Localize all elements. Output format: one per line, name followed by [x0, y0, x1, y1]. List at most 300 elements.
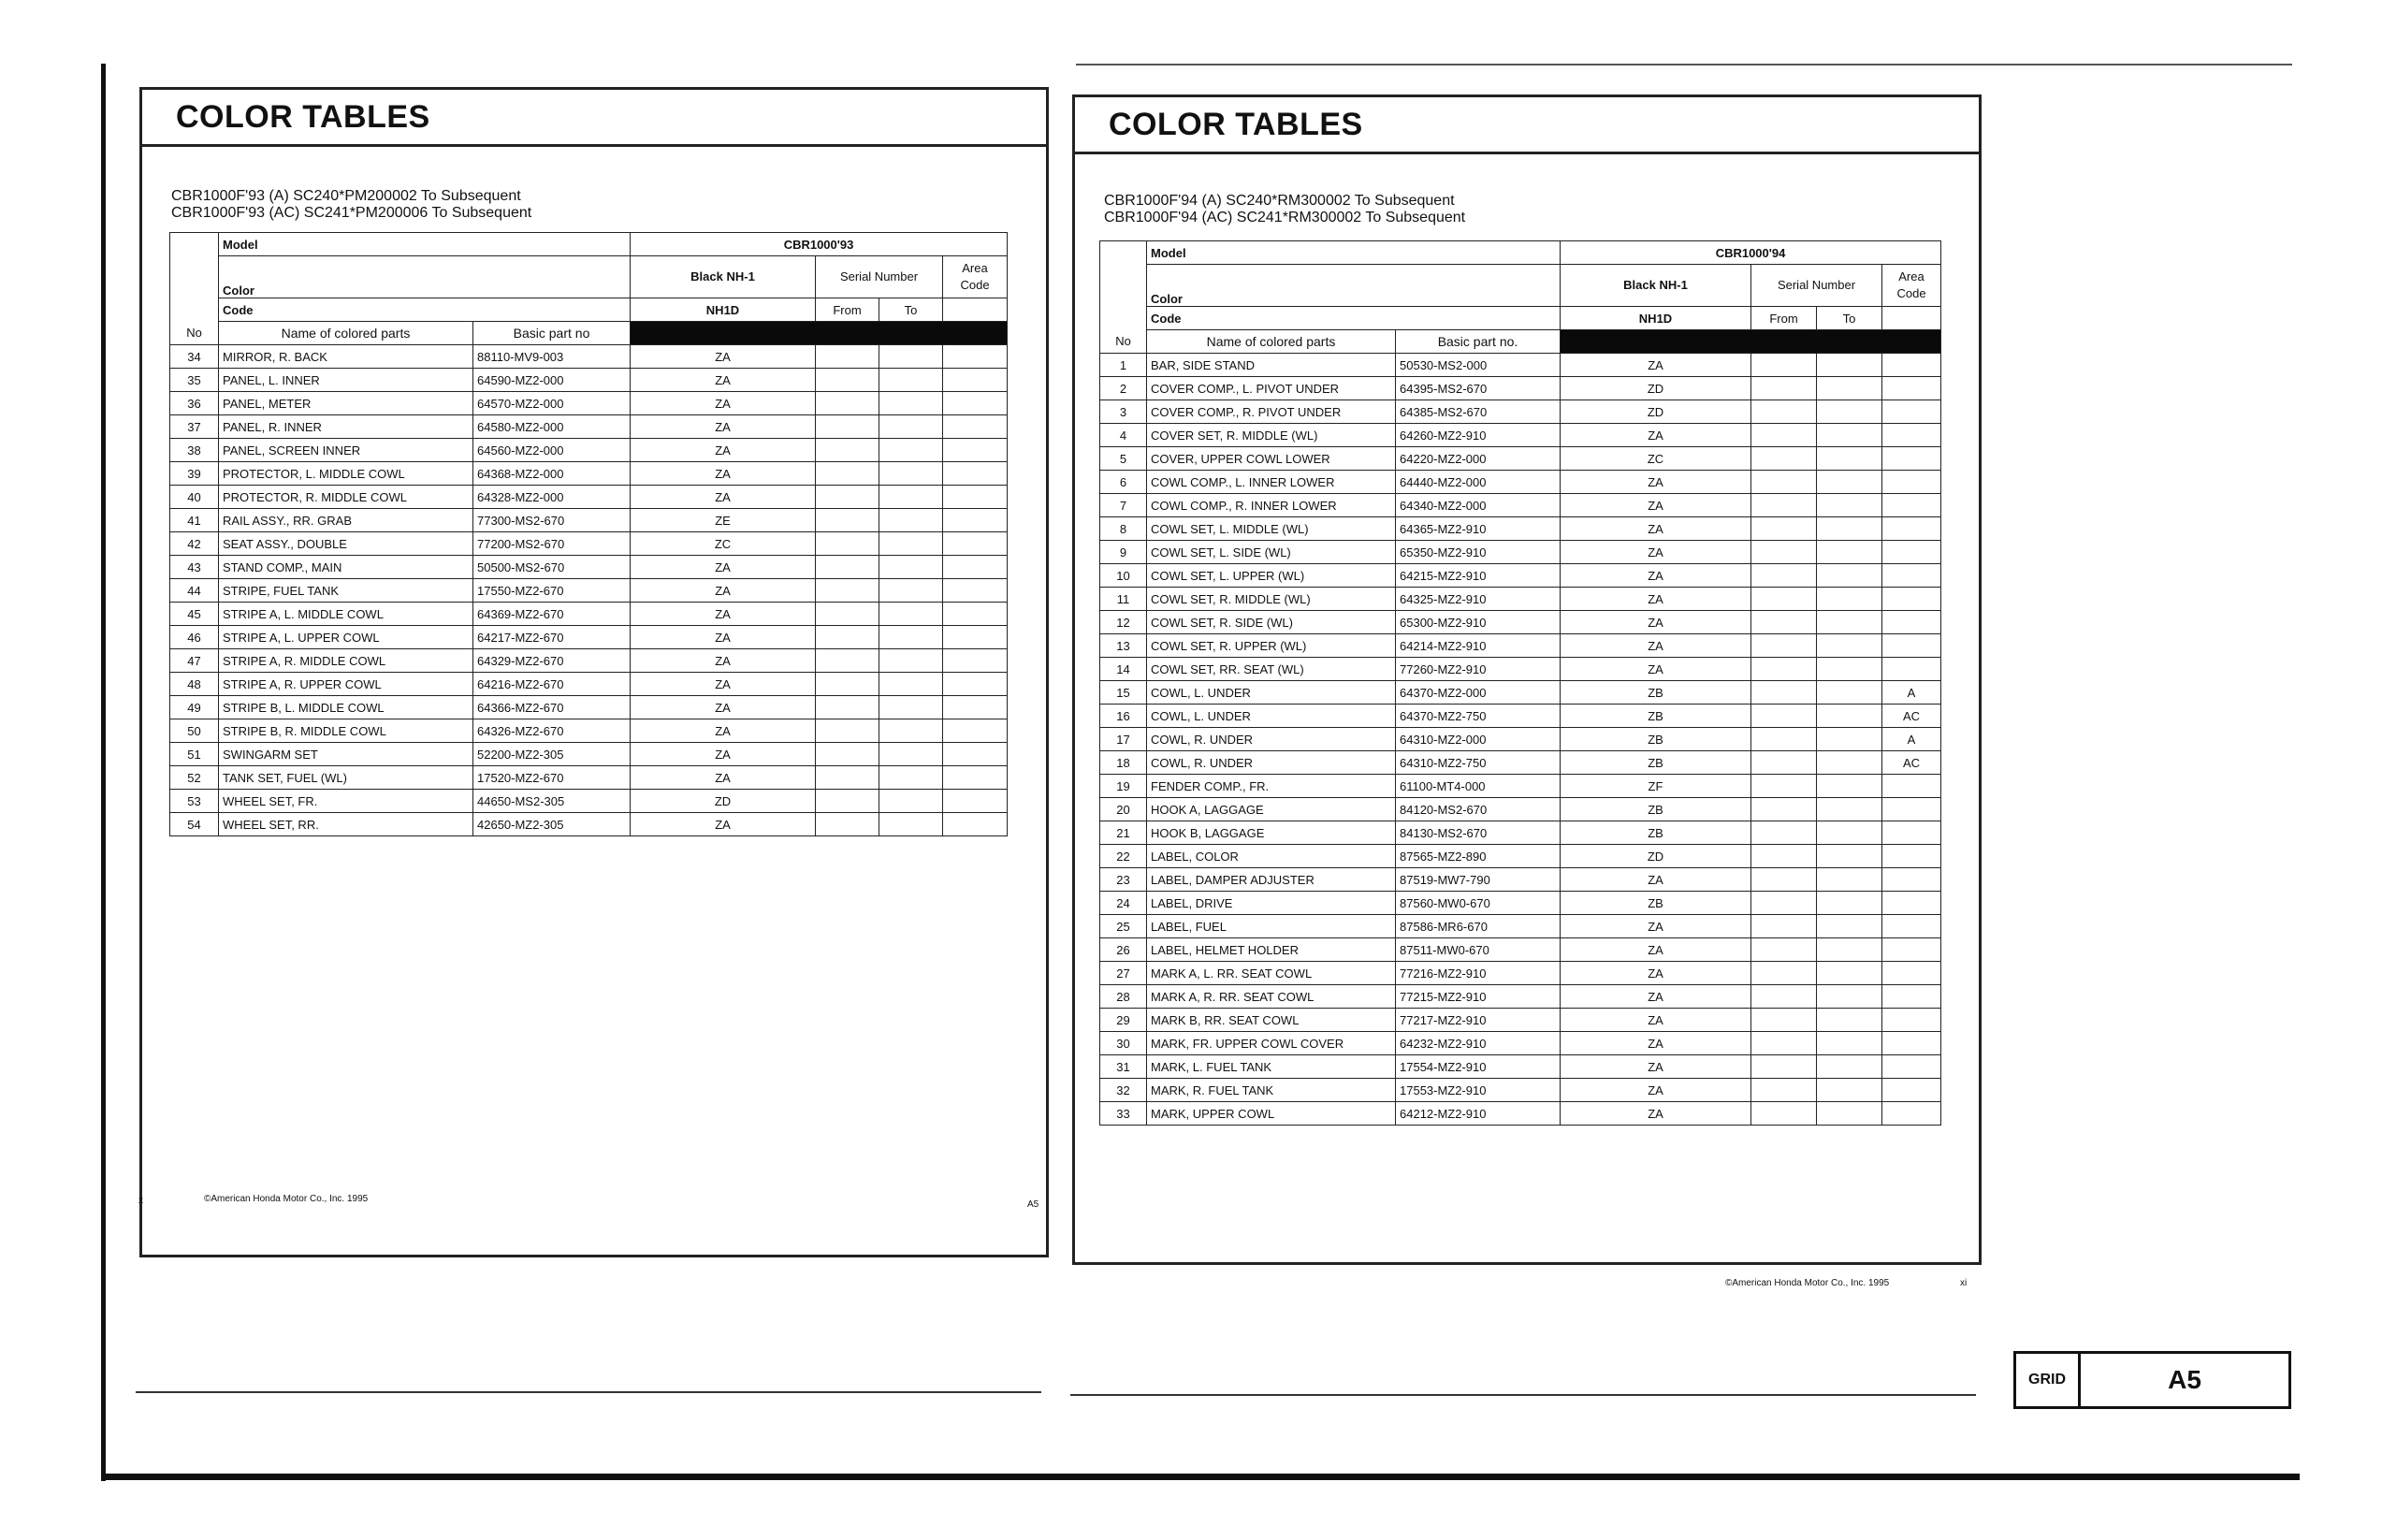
table-row [170, 462, 1008, 486]
grid-box [2013, 1351, 2291, 1409]
row-number: 19 [1100, 775, 1147, 798]
part-number: 64560-MZ2-000 [473, 439, 631, 462]
color-label: Color [1147, 265, 1561, 307]
part-number: 64329-MZ2-670 [473, 649, 631, 673]
area-code [943, 345, 1008, 369]
area-code [943, 486, 1008, 509]
right-page [1072, 94, 1982, 1288]
color-code: ZB [1561, 705, 1751, 728]
serial-to [879, 790, 943, 813]
serial-from [1751, 400, 1817, 424]
scan-frame-bottom [101, 1474, 2300, 1480]
row-number: 23 [1100, 868, 1147, 892]
part-name: PANEL, R. INNER [219, 415, 473, 439]
table-row [170, 415, 1008, 439]
part-number: 64310-MZ2-750 [1396, 751, 1561, 775]
color-code: ZA [631, 696, 816, 719]
part-name: COWL SET, R. MIDDLE (WL) [1147, 588, 1396, 611]
area-code [943, 532, 1008, 556]
area-code [1882, 938, 1941, 962]
table-row [170, 719, 1008, 743]
part-number: 17553-MZ2-910 [1396, 1079, 1561, 1102]
part-name: FENDER COMP., FR. [1147, 775, 1396, 798]
part-number: 88110-MV9-003 [473, 345, 631, 369]
part-name: WHEEL SET, RR. [219, 813, 473, 836]
header-black-band [631, 322, 1008, 345]
part-name: LABEL, FUEL [1147, 915, 1396, 938]
area-code [1882, 564, 1941, 588]
code-value: NH1D [1561, 307, 1751, 330]
row-number: 13 [1100, 634, 1147, 658]
code-value: NH1D [631, 298, 816, 322]
table-row [1100, 775, 1941, 798]
part-name: HOOK B, LAGGAGE [1147, 821, 1396, 845]
part-name: STRIPE B, R. MIDDLE COWL [219, 719, 473, 743]
serial-from [816, 439, 879, 462]
area-code [1882, 1079, 1941, 1102]
serial-to [1817, 845, 1882, 868]
color-code: ZA [631, 556, 816, 579]
row-number: 24 [1100, 892, 1147, 915]
area-code: AC [1882, 705, 1941, 728]
table-row [1100, 845, 1941, 868]
part-name: STRIPE A, L. MIDDLE COWL [219, 603, 473, 626]
table-row [1100, 494, 1941, 517]
serial-to [879, 415, 943, 439]
serial-to [1817, 658, 1882, 681]
footer-mark: x [138, 1196, 143, 1206]
table-row [170, 509, 1008, 532]
color-code: ZA [1561, 938, 1751, 962]
table-row [1100, 1055, 1941, 1079]
color-code: ZA [631, 813, 816, 836]
color-code: ZB [1561, 728, 1751, 751]
part-number: 87560-MW0-670 [1396, 892, 1561, 915]
color-code: ZA [631, 392, 816, 415]
color-code: ZA [631, 415, 816, 439]
area-code [943, 719, 1008, 743]
serial-from [1751, 845, 1817, 868]
part-number: 64365-MZ2-910 [1396, 517, 1561, 541]
serial-from [816, 462, 879, 486]
color-code: ZA [631, 603, 816, 626]
table-row [1100, 588, 1941, 611]
part-number: 17554-MZ2-910 [1396, 1055, 1561, 1079]
color-code: ZB [1561, 892, 1751, 915]
area-code [1882, 611, 1941, 634]
color-table [169, 232, 1008, 836]
area-code [943, 392, 1008, 415]
part-number: 17550-MZ2-670 [473, 579, 631, 603]
part-number: 64590-MZ2-000 [473, 369, 631, 392]
table-row [170, 486, 1008, 509]
area-code: A [1882, 681, 1941, 705]
serial-from [816, 626, 879, 649]
model-label: Model [219, 233, 631, 256]
part-name: MARK, FR. UPPER COWL COVER [1147, 1032, 1396, 1055]
color-code: ZA [1561, 564, 1751, 588]
serial-to [879, 579, 943, 603]
part-number: 64232-MZ2-910 [1396, 1032, 1561, 1055]
color-code: ZB [1561, 751, 1751, 775]
row-number: 7 [1100, 494, 1147, 517]
serial-from [816, 790, 879, 813]
col-no-header: No [1100, 330, 1147, 354]
color-code: ZA [1561, 611, 1751, 634]
row-number: 33 [1100, 1102, 1147, 1126]
serial-to [1817, 1079, 1882, 1102]
serial-from [1751, 751, 1817, 775]
serial-to [879, 766, 943, 790]
serial-to [1817, 705, 1882, 728]
part-number: 64328-MZ2-000 [473, 486, 631, 509]
serial-from [1751, 377, 1817, 400]
color-code: ZB [1561, 681, 1751, 705]
table-row [170, 439, 1008, 462]
serial-from [816, 556, 879, 579]
part-name: STAND COMP., MAIN [219, 556, 473, 579]
part-name: LABEL, DAMPER ADJUSTER [1147, 868, 1396, 892]
part-name: SEAT ASSY., DOUBLE [219, 532, 473, 556]
serial-from [1751, 517, 1817, 541]
serial-to [1817, 915, 1882, 938]
row-number: 15 [1100, 681, 1147, 705]
color-label: Color [219, 256, 631, 298]
area-code [1882, 517, 1941, 541]
serial-to [1817, 821, 1882, 845]
area-code [1882, 658, 1941, 681]
part-number: 64215-MZ2-910 [1396, 564, 1561, 588]
part-name: COVER SET, R. MIDDLE (WL) [1147, 424, 1396, 447]
area-code [1882, 868, 1941, 892]
serial-to [879, 673, 943, 696]
serial-from [816, 696, 879, 719]
row-number: 17 [1100, 728, 1147, 751]
row-number: 34 [170, 345, 219, 369]
color-code: ZA [1561, 985, 1751, 1009]
part-name: MARK A, R. RR. SEAT COWL [1147, 985, 1396, 1009]
part-name: LABEL, HELMET HOLDER [1147, 938, 1396, 962]
serial-from [1751, 1102, 1817, 1126]
serial-from [1751, 798, 1817, 821]
serial-to [1817, 728, 1882, 751]
table-row [1100, 915, 1941, 938]
area-code [1882, 588, 1941, 611]
table-row [1100, 798, 1941, 821]
part-number: 87586-MR6-670 [1396, 915, 1561, 938]
part-number: 64325-MZ2-910 [1396, 588, 1561, 611]
footer-copyright: ©American Honda Motor Co., Inc. 1995 [204, 1194, 369, 1204]
row-number: 16 [1100, 705, 1147, 728]
table-row [1100, 892, 1941, 915]
table-row [1100, 868, 1941, 892]
serial-to [1817, 775, 1882, 798]
area-code [1882, 634, 1941, 658]
row-number: 1 [1100, 354, 1147, 377]
serial-from [1751, 1032, 1817, 1055]
serial-to [879, 509, 943, 532]
serial-to [1817, 1055, 1882, 1079]
area-code [1882, 447, 1941, 471]
row-number: 28 [1100, 985, 1147, 1009]
part-name: COWL SET, R. SIDE (WL) [1147, 611, 1396, 634]
area-code [943, 579, 1008, 603]
color-code: ZA [1561, 915, 1751, 938]
table-row [1100, 447, 1941, 471]
serial-to [1817, 564, 1882, 588]
color-table [1099, 240, 1941, 1126]
part-number: 65300-MZ2-910 [1396, 611, 1561, 634]
serial-to [879, 462, 943, 486]
part-number: 64340-MZ2-000 [1396, 494, 1561, 517]
part-number: 42650-MZ2-305 [473, 813, 631, 836]
part-number: 84130-MS2-670 [1396, 821, 1561, 845]
serial-to [879, 345, 943, 369]
part-number: 77216-MZ2-910 [1396, 962, 1561, 985]
part-number: 64580-MZ2-000 [473, 415, 631, 439]
serial-to [879, 392, 943, 415]
model-serial-info [171, 188, 531, 222]
part-name: COWL SET, L. MIDDLE (WL) [1147, 517, 1396, 541]
serial-to [1817, 354, 1882, 377]
part-number: 64217-MZ2-670 [473, 626, 631, 649]
area-code [1882, 471, 1941, 494]
col-name-header: Name of colored parts [1147, 330, 1396, 354]
part-name: COWL COMP., R. INNER LOWER [1147, 494, 1396, 517]
table-row [170, 813, 1008, 836]
area-code-label: Area Code [1882, 265, 1941, 307]
color-code: ZD [1561, 845, 1751, 868]
serial-to [1817, 1009, 1882, 1032]
area-code [943, 649, 1008, 673]
code-label: Code [219, 298, 631, 322]
part-number: 64366-MZ2-670 [473, 696, 631, 719]
area-code [943, 673, 1008, 696]
row-number: 53 [170, 790, 219, 813]
serial-from [1751, 962, 1817, 985]
from-label: From [1751, 307, 1817, 330]
row-number: 35 [170, 369, 219, 392]
part-name: PANEL, L. INNER [219, 369, 473, 392]
row-number: 43 [170, 556, 219, 579]
table-row [170, 532, 1008, 556]
serial-to [1817, 494, 1882, 517]
row-number: 9 [1100, 541, 1147, 564]
serial-from [1751, 985, 1817, 1009]
col-name-header: Name of colored parts [219, 322, 473, 345]
subtitle-line: CBR1000F'93 (A) SC240*PM200002 To Subsequent [171, 188, 521, 204]
part-name: COWL, R. UNDER [1147, 728, 1396, 751]
color-code: ZD [631, 790, 816, 813]
serial-to [1817, 424, 1882, 447]
part-name: COVER COMP., R. PIVOT UNDER [1147, 400, 1396, 424]
row-number: 4 [1100, 424, 1147, 447]
table-body [1100, 354, 1941, 1126]
serial-from [816, 509, 879, 532]
table-row [170, 790, 1008, 813]
serial-from [816, 673, 879, 696]
part-number: 64220-MZ2-000 [1396, 447, 1561, 471]
row-number: 30 [1100, 1032, 1147, 1055]
serial-from [1751, 1079, 1817, 1102]
part-number: 50500-MS2-670 [473, 556, 631, 579]
area-code [1882, 892, 1941, 915]
part-number: 84120-MS2-670 [1396, 798, 1561, 821]
part-number: 17520-MZ2-670 [473, 766, 631, 790]
part-name: STRIPE A, L. UPPER COWL [219, 626, 473, 649]
title-bar [1075, 97, 1979, 154]
part-number: 64368-MZ2-000 [473, 462, 631, 486]
color-code: ZA [1561, 1079, 1751, 1102]
row-number: 36 [170, 392, 219, 415]
part-name: COWL COMP., L. INNER LOWER [1147, 471, 1396, 494]
table-row [1100, 564, 1941, 588]
serial-from [816, 415, 879, 439]
serial-from [816, 369, 879, 392]
row-number: 49 [170, 696, 219, 719]
serial-from [816, 743, 879, 766]
serial-from [1751, 494, 1817, 517]
table-row [1100, 377, 1941, 400]
no-header-spacer [170, 256, 219, 298]
model-value: CBR1000'93 [631, 233, 1008, 256]
part-number: 65350-MZ2-910 [1396, 541, 1561, 564]
part-name: PANEL, SCREEN INNER [219, 439, 473, 462]
table-row [1100, 1032, 1941, 1055]
serial-to [1817, 868, 1882, 892]
color-code: ZA [1561, 471, 1751, 494]
table-row [170, 579, 1008, 603]
color-code: ZA [1561, 1102, 1751, 1126]
row-number: 50 [170, 719, 219, 743]
serial-from [1751, 634, 1817, 658]
area-code [943, 813, 1008, 836]
color-code: ZA [631, 649, 816, 673]
table-row [1100, 658, 1941, 681]
serial-to [879, 813, 943, 836]
area-code [943, 369, 1008, 392]
serial-to [879, 556, 943, 579]
table-row [170, 345, 1008, 369]
area-code [1882, 845, 1941, 868]
row-number: 18 [1100, 751, 1147, 775]
part-number: 64310-MZ2-000 [1396, 728, 1561, 751]
row-number: 8 [1100, 517, 1147, 541]
part-name: COVER COMP., L. PIVOT UNDER [1147, 377, 1396, 400]
part-name: MIRROR, R. BACK [219, 345, 473, 369]
serial-to [879, 719, 943, 743]
table-row [170, 766, 1008, 790]
area-code-label: Area Code [943, 256, 1008, 298]
serial-from [1751, 681, 1817, 705]
area-code [1882, 821, 1941, 845]
table-row [170, 603, 1008, 626]
row-number: 2 [1100, 377, 1147, 400]
serial-to [1817, 517, 1882, 541]
row-number: 11 [1100, 588, 1147, 611]
part-name: COWL SET, L. SIDE (WL) [1147, 541, 1396, 564]
serial-to [1817, 611, 1882, 634]
no-header-spacer [170, 298, 219, 322]
area-code [1882, 400, 1941, 424]
color-code: ZA [1561, 868, 1751, 892]
part-name: PROTECTOR, R. MIDDLE COWL [219, 486, 473, 509]
row-number: 6 [1100, 471, 1147, 494]
footer-copyright: ©American Honda Motor Co., Inc. 1995 [1725, 1278, 1890, 1288]
area-code [943, 766, 1008, 790]
row-number: 37 [170, 415, 219, 439]
part-number: 64260-MZ2-910 [1396, 424, 1561, 447]
part-number: 64214-MZ2-910 [1396, 634, 1561, 658]
bottom-rule-left [136, 1391, 1041, 1393]
serial-to [1817, 1032, 1882, 1055]
color-code: ZA [1561, 588, 1751, 611]
part-name: COVER, UPPER COWL LOWER [1147, 447, 1396, 471]
subtitle-line: CBR1000F'93 (AC) SC241*PM200006 To Subsequent [171, 205, 532, 221]
table-row [170, 626, 1008, 649]
serial-from [1751, 892, 1817, 915]
serial-number-label: Serial Number [1751, 265, 1882, 307]
area-code [943, 415, 1008, 439]
part-number: 64212-MZ2-910 [1396, 1102, 1561, 1126]
color-code: ZA [631, 766, 816, 790]
row-number: 52 [170, 766, 219, 790]
part-name: TANK SET, FUEL (WL) [219, 766, 473, 790]
serial-to [879, 626, 943, 649]
serial-to [1817, 985, 1882, 1009]
table-row [170, 743, 1008, 766]
serial-from [816, 579, 879, 603]
page-title: COLOR TABLES [176, 99, 430, 135]
color-code: ZA [631, 673, 816, 696]
part-number: 64370-MZ2-750 [1396, 705, 1561, 728]
table-row [1100, 424, 1941, 447]
serial-from [1751, 471, 1817, 494]
serial-from [1751, 821, 1817, 845]
table-row [1100, 985, 1941, 1009]
bottom-rule-right [1070, 1394, 1976, 1396]
area-code [1882, 377, 1941, 400]
color-code: ZC [1561, 447, 1751, 471]
part-number: 44650-MS2-305 [473, 790, 631, 813]
row-number: 12 [1100, 611, 1147, 634]
model-value: CBR1000'94 [1561, 241, 1941, 265]
footer-page-ref: A5 [1027, 1199, 1039, 1210]
row-number: 5 [1100, 447, 1147, 471]
part-name: MARK, R. FUEL TANK [1147, 1079, 1396, 1102]
grid-value: A5 [2168, 1365, 2201, 1394]
color-code: ZA [1561, 494, 1751, 517]
area-code [943, 626, 1008, 649]
row-number: 25 [1100, 915, 1147, 938]
part-number: 77215-MZ2-910 [1396, 985, 1561, 1009]
page-title: COLOR TABLES [1109, 107, 1363, 142]
header-black-band [1561, 330, 1941, 354]
part-name: COWL SET, RR. SEAT (WL) [1147, 658, 1396, 681]
serial-to [1817, 588, 1882, 611]
row-number: 42 [170, 532, 219, 556]
row-number: 38 [170, 439, 219, 462]
table-row [1100, 634, 1941, 658]
area-code [1882, 494, 1941, 517]
scan-frame-left [101, 64, 106, 1481]
table-row [1100, 938, 1941, 962]
part-number: 61100-MT4-000 [1396, 775, 1561, 798]
serial-number-label: Serial Number [816, 256, 943, 298]
color-value: Black NH-1 [1561, 265, 1751, 307]
color-code: ZA [631, 579, 816, 603]
model-label: Model [1147, 241, 1561, 265]
